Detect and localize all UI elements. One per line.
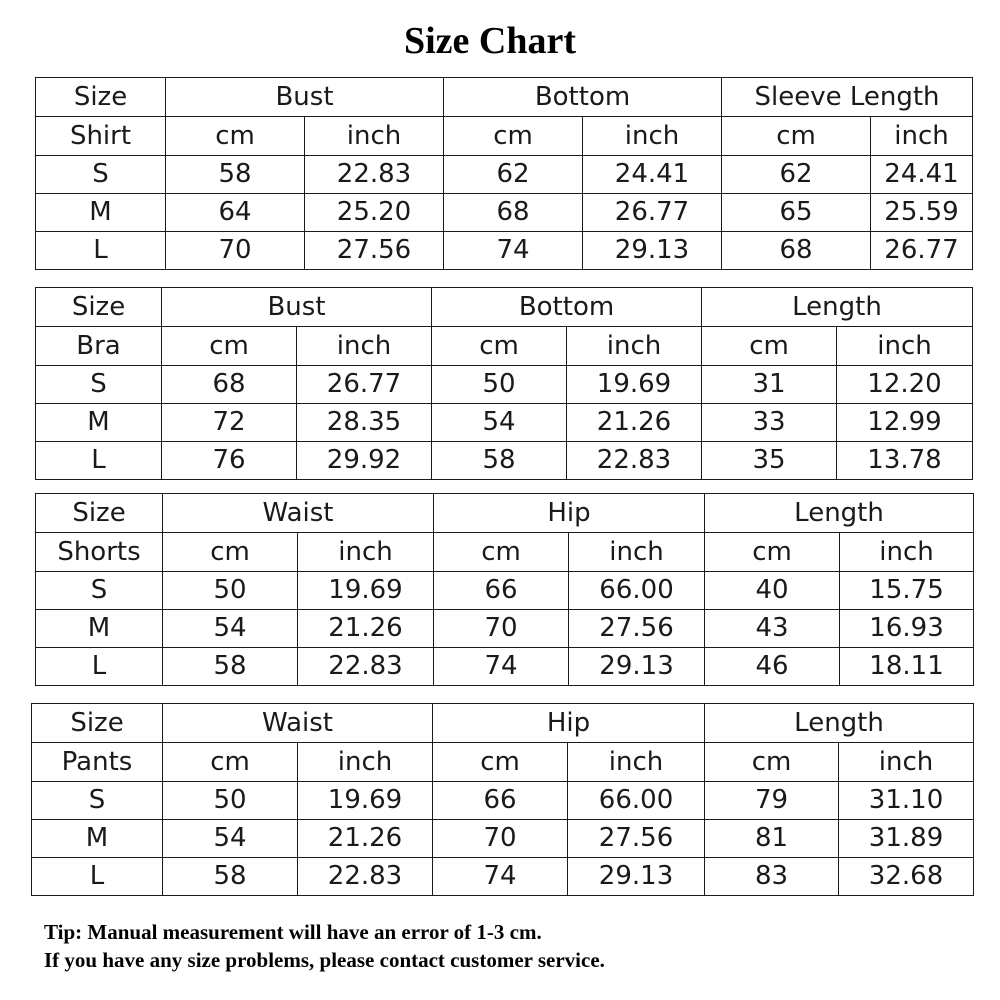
group-header-cell: Bust (162, 288, 432, 327)
table-row (36, 404, 973, 442)
shorts-size-table (35, 493, 974, 686)
value-cell: 22.83 (567, 442, 702, 480)
value-cell: 50 (163, 782, 298, 820)
table-unit-row (32, 743, 974, 782)
value-cell: 76 (162, 442, 297, 480)
unit-cell: inch (837, 327, 973, 366)
value-cell: 70 (434, 610, 569, 648)
table-row (32, 820, 974, 858)
value-cell: 28.35 (297, 404, 432, 442)
size-label-cell: Size (36, 494, 163, 533)
table-row (32, 782, 974, 820)
size-cell: M (36, 404, 162, 442)
table-header-row (36, 288, 973, 327)
value-cell: 21.26 (298, 610, 434, 648)
table-row (36, 648, 974, 686)
value-cell: 81 (705, 820, 839, 858)
value-cell: 29.13 (583, 232, 722, 270)
value-cell: 58 (166, 156, 305, 194)
value-cell: 58 (163, 858, 298, 896)
value-cell: 27.56 (568, 820, 705, 858)
group-header-cell: Waist (163, 494, 434, 533)
value-cell: 26.77 (583, 194, 722, 232)
value-cell: 68 (722, 232, 871, 270)
table-row (36, 156, 973, 194)
value-cell: 21.26 (567, 404, 702, 442)
group-header-cell: Length (705, 704, 974, 743)
value-cell: 22.83 (305, 156, 444, 194)
group-header-cell: Sleeve Length (722, 78, 973, 117)
size-cell: L (36, 442, 162, 480)
value-cell: 19.69 (298, 782, 433, 820)
value-cell: 19.69 (567, 366, 702, 404)
table-header-row (32, 704, 974, 743)
table-unit-row (36, 117, 973, 156)
value-cell: 31 (702, 366, 837, 404)
unit-cell: cm (705, 743, 839, 782)
value-cell: 22.83 (298, 858, 433, 896)
unit-cell: inch (297, 327, 432, 366)
table-row (36, 366, 973, 404)
size-label-cell: Size (36, 78, 166, 117)
table-unit-row (36, 533, 974, 572)
size-cell: L (36, 232, 166, 270)
value-cell: 24.41 (583, 156, 722, 194)
value-cell: 25.20 (305, 194, 444, 232)
size-cell: L (32, 858, 163, 896)
unit-cell: inch (298, 533, 434, 572)
size-cell: L (36, 648, 163, 686)
table-unit-row (36, 327, 973, 366)
unit-cell: cm (444, 117, 583, 156)
item-label-cell: Shorts (36, 533, 163, 572)
value-cell: 62 (444, 156, 583, 194)
unit-cell: cm (166, 117, 305, 156)
table-row (36, 442, 973, 480)
size-cell: S (36, 156, 166, 194)
value-cell: 66.00 (568, 782, 705, 820)
table-row (36, 610, 974, 648)
value-cell: 70 (433, 820, 568, 858)
value-cell: 50 (163, 572, 298, 610)
item-label-cell: Shirt (36, 117, 166, 156)
value-cell: 32.68 (839, 858, 974, 896)
value-cell: 72 (162, 404, 297, 442)
tip-line-measurement: Tip: Manual measurement will have an error of 1-3 cm. (44, 920, 542, 944)
group-header-cell: Length (705, 494, 974, 533)
unit-cell: cm (163, 533, 298, 572)
value-cell: 21.26 (298, 820, 433, 858)
value-cell: 26.77 (297, 366, 432, 404)
value-cell: 31.89 (839, 820, 974, 858)
value-cell: 22.83 (298, 648, 434, 686)
unit-cell: cm (433, 743, 568, 782)
value-cell: 25.59 (871, 194, 973, 232)
unit-cell: inch (871, 117, 973, 156)
value-cell: 33 (702, 404, 837, 442)
group-header-cell: Bust (166, 78, 444, 117)
group-header-cell: Hip (434, 494, 705, 533)
value-cell: 54 (432, 404, 567, 442)
unit-cell: inch (567, 327, 702, 366)
value-cell: 31.10 (839, 782, 974, 820)
value-cell: 66.00 (569, 572, 705, 610)
group-header-cell: Bottom (444, 78, 722, 117)
unit-cell: cm (722, 117, 871, 156)
value-cell: 70 (166, 232, 305, 270)
item-label-cell: Pants (32, 743, 163, 782)
size-label-cell: Size (32, 704, 163, 743)
size-label-cell: Size (36, 288, 162, 327)
group-header-cell: Waist (163, 704, 433, 743)
table-header-row (36, 78, 973, 117)
value-cell: 83 (705, 858, 839, 896)
tip-line-contact: If you have any size problems, please contact customer service. (44, 948, 605, 972)
value-cell: 66 (434, 572, 569, 610)
value-cell: 58 (163, 648, 298, 686)
item-label-cell: Bra (36, 327, 162, 366)
unit-cell: cm (705, 533, 840, 572)
size-cell: S (32, 782, 163, 820)
value-cell: 18.11 (840, 648, 974, 686)
value-cell: 66 (433, 782, 568, 820)
group-header-cell: Bottom (432, 288, 702, 327)
value-cell: 74 (434, 648, 569, 686)
tips-note (44, 918, 605, 974)
unit-cell: inch (298, 743, 433, 782)
value-cell: 29.13 (568, 858, 705, 896)
unit-cell: inch (839, 743, 974, 782)
size-cell: M (36, 194, 166, 232)
group-header-cell: Length (702, 288, 973, 327)
value-cell: 50 (432, 366, 567, 404)
size-cell: M (32, 820, 163, 858)
value-cell: 19.69 (298, 572, 434, 610)
value-cell: 13.78 (837, 442, 973, 480)
value-cell: 40 (705, 572, 840, 610)
value-cell: 35 (702, 442, 837, 480)
unit-cell: inch (583, 117, 722, 156)
value-cell: 65 (722, 194, 871, 232)
page-title: Size Chart (403, 20, 577, 62)
value-cell: 12.99 (837, 404, 973, 442)
value-cell: 16.93 (840, 610, 974, 648)
shirt-size-table (35, 77, 973, 270)
value-cell: 15.75 (840, 572, 974, 610)
pants-size-table (31, 703, 974, 896)
value-cell: 27.56 (569, 610, 705, 648)
value-cell: 62 (722, 156, 871, 194)
value-cell: 29.13 (569, 648, 705, 686)
value-cell: 58 (432, 442, 567, 480)
unit-cell: inch (840, 533, 974, 572)
size-cell: S (36, 572, 163, 610)
size-cell: S (36, 366, 162, 404)
table-row (32, 858, 974, 896)
table-row (36, 572, 974, 610)
value-cell: 54 (163, 610, 298, 648)
unit-cell: cm (434, 533, 569, 572)
group-header-cell: Hip (433, 704, 705, 743)
size-cell: M (36, 610, 163, 648)
value-cell: 29.92 (297, 442, 432, 480)
value-cell: 26.77 (871, 232, 973, 270)
unit-cell: cm (432, 327, 567, 366)
table-header-row (36, 494, 974, 533)
unit-cell: cm (162, 327, 297, 366)
value-cell: 27.56 (305, 232, 444, 270)
value-cell: 43 (705, 610, 840, 648)
value-cell: 64 (166, 194, 305, 232)
value-cell: 46 (705, 648, 840, 686)
unit-cell: inch (568, 743, 705, 782)
bra-size-table (35, 287, 973, 480)
value-cell: 12.20 (837, 366, 973, 404)
unit-cell: inch (569, 533, 705, 572)
table-row (36, 194, 973, 232)
value-cell: 68 (162, 366, 297, 404)
value-cell: 74 (433, 858, 568, 896)
value-cell: 74 (444, 232, 583, 270)
unit-cell: cm (702, 327, 837, 366)
value-cell: 68 (444, 194, 583, 232)
table-row (36, 232, 973, 270)
unit-cell: inch (305, 117, 444, 156)
value-cell: 79 (705, 782, 839, 820)
unit-cell: cm (163, 743, 298, 782)
value-cell: 24.41 (871, 156, 973, 194)
value-cell: 54 (163, 820, 298, 858)
